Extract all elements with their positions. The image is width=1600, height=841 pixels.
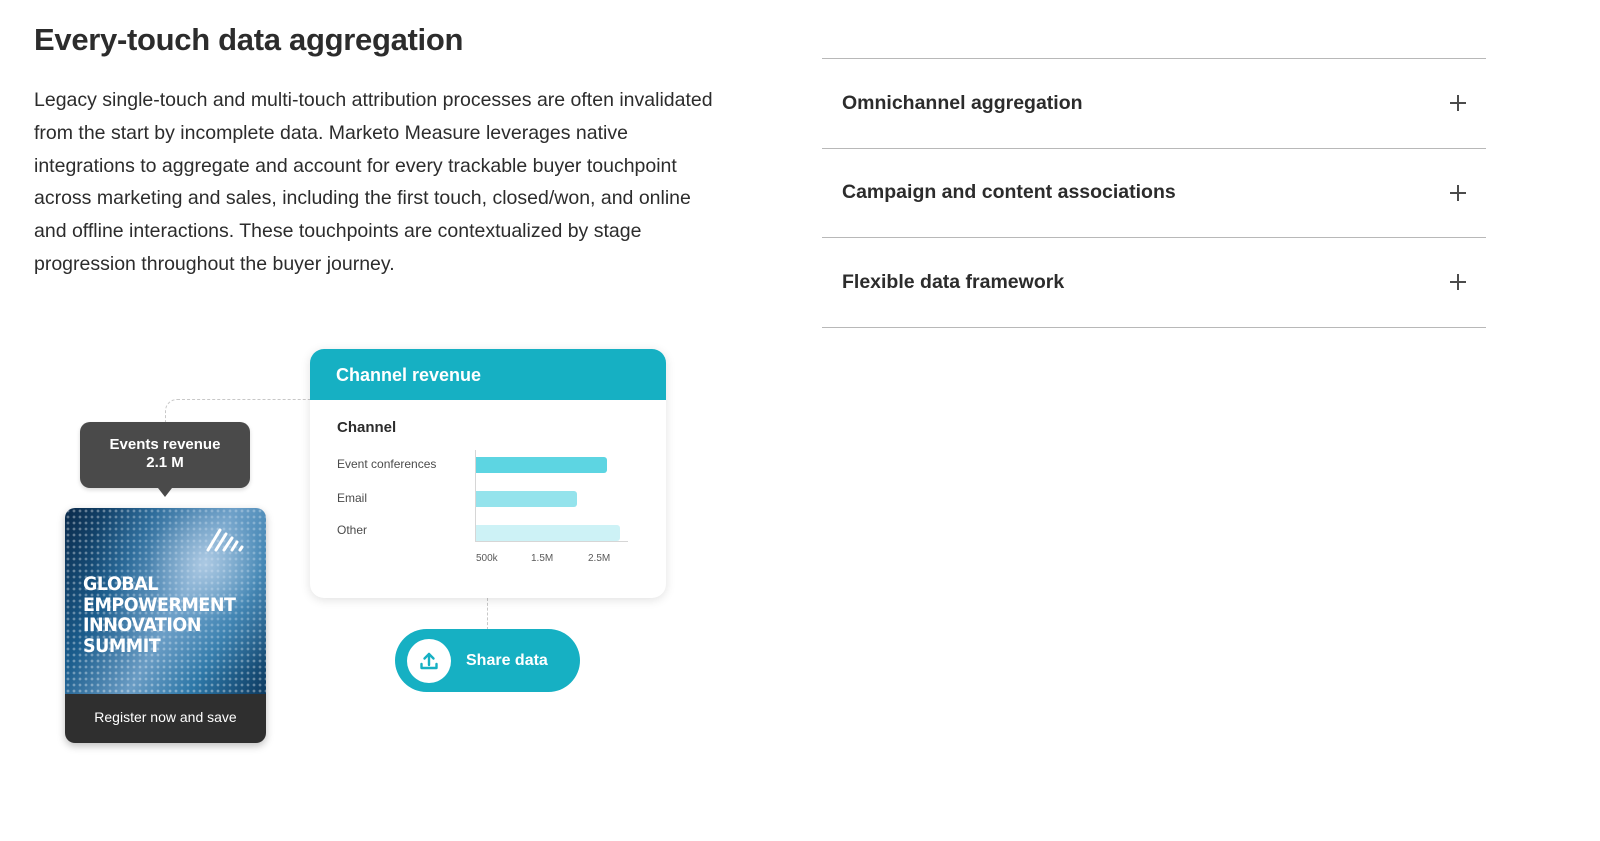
event-promo-card [65, 508, 266, 743]
bar-label: Email [337, 491, 368, 505]
section-title: Every-touch data aggregation [34, 22, 464, 57]
accordion-item-label: Campaign and content associations [842, 181, 1176, 204]
chart-x-axis [475, 541, 628, 542]
bar-label: Event conferences [337, 457, 437, 471]
accordion-item-campaign-content-associations[interactable] [822, 149, 1486, 239]
share-data-label: Share data [466, 651, 548, 669]
plus-icon[interactable] [1450, 95, 1466, 111]
plus-icon[interactable] [1450, 274, 1466, 290]
share-data-button[interactable] [395, 629, 580, 692]
register-cta[interactable]: Register now and save [65, 694, 266, 743]
tooltip-label: Events revenue [109, 436, 221, 453]
bar-label: Other [337, 523, 368, 537]
bar-email [476, 491, 577, 507]
feature-accordion [822, 58, 1486, 328]
dashed-connector [165, 399, 315, 423]
accordion-item-label: Flexible data framework [842, 270, 1065, 293]
upload-icon [407, 639, 451, 683]
x-tick: 500k [476, 553, 498, 564]
event-banner-image [65, 508, 266, 694]
bar-event-conferences [476, 457, 607, 473]
x-tick: 1.5M [531, 553, 554, 564]
chart-card-header: Channel revenue [310, 349, 666, 400]
chart-subtitle: Channel [337, 419, 397, 436]
accordion-item-label: Omnichannel aggregation [842, 91, 1083, 114]
section-description: Legacy single-touch and multi-touch attribution processes are often invalidated from the start by incomplete data. Marketo Measure leverages native integrations to aggregate and account for every trackable buyer touchpoint across marketing and sales, including the first touch, closed/won, and online and offline interactions. These touchpoints are contextualized by stage progression throughout the buyer journey. [34, 89, 713, 275]
headline-line: INNOVATION [83, 614, 201, 636]
accordion-item-flexible-data-framework[interactable] [822, 238, 1486, 328]
bar-other [476, 525, 620, 541]
headline-line: SUMMIT [83, 634, 161, 657]
headline-line: GLOBAL [83, 573, 158, 595]
accordion-item-omnichannel-aggregation[interactable] [822, 59, 1486, 149]
headline-line: EMPOWERMENT [83, 593, 236, 616]
dashed-connector-vertical [487, 598, 488, 630]
plus-icon[interactable] [1450, 185, 1466, 201]
x-tick: 2.5M [588, 553, 611, 564]
channel-revenue-card [310, 349, 666, 598]
events-revenue-tooltip [80, 422, 250, 488]
event-logo-icon [204, 526, 248, 552]
event-headline [83, 574, 236, 656]
tooltip-value: 2.1 M [146, 454, 184, 471]
